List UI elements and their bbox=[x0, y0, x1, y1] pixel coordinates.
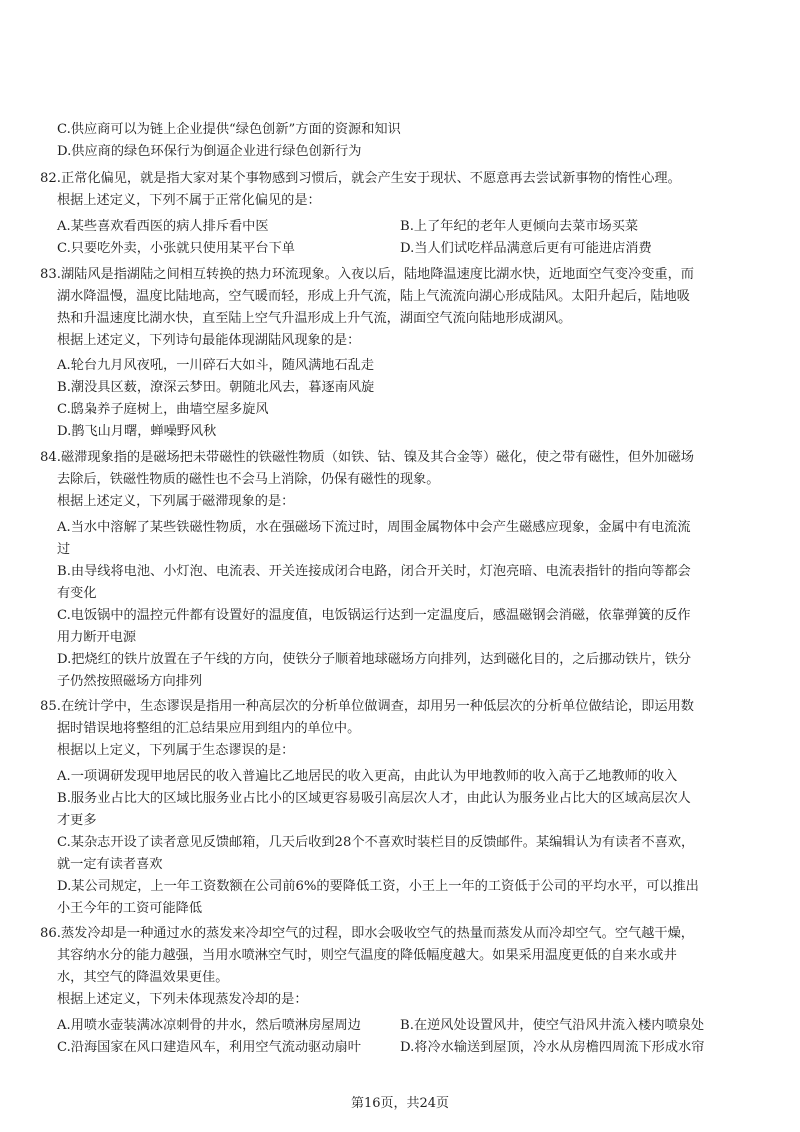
question-83-option-a: A.轮台九月风夜吼，一川碎石大如斗，随风满地石乱走 bbox=[57, 358, 375, 373]
question-84-option-d-cont: 子仍然按照磁场方向排列 bbox=[57, 674, 203, 689]
question-83-stem-line: 热和升温速度比湖水快，直至陆上空气升温形成上升气流，湖面空气流向陆地形成湖风。 bbox=[57, 311, 572, 326]
question-84-prompt: 根据上述定义，下列属于磁滞现象的是： bbox=[57, 494, 295, 509]
question-82-option-b: B.上了年纪的老年人更倾向去菜市场买菜 bbox=[400, 219, 639, 234]
question-83-stem-line: 湖水降温慢，温度比陆地高，空气暖而轻，形成上升气流，陆上气流流向湖心形成陆风。太阳升起后，陆地吸 bbox=[57, 289, 690, 304]
question-85-stem-line: 据时错误地将整组的汇总结果应用到组内的单位中。 bbox=[57, 721, 361, 736]
question-84-option-d: D.把烧红的铁片放置在子午线的方向，使铁分子顺着地球磁场方向排列，达到磁化目的，之后挪动铁片，铁分 bbox=[57, 652, 692, 667]
question-84-option-b: B.由导线将电池、小灯泡、电流表、开关连接成闭合电路，闭合开关时，灯泡亮暗、电流表指针的指向等都会 bbox=[57, 564, 691, 579]
question-83-option-c: C.鸱枭养子庭树上，曲墙空屋多旋风 bbox=[57, 402, 269, 417]
question-84-option-b-cont: 有变化 bbox=[57, 586, 97, 601]
question-82-option-d: D.当人们试吃样品满意后更有可能进店消费 bbox=[400, 241, 652, 256]
question-82-option-a: A.某些喜欢看西医的病人排斥看中医 bbox=[57, 219, 269, 234]
question-85-prompt: 根据以上定义，下列属于生态谬误的是： bbox=[57, 743, 295, 758]
question-86-option-a: A.用喷水壶装满冰凉刺骨的井水，然后喷淋房屋周边 bbox=[57, 1018, 361, 1033]
question-83-prompt: 根据上述定义，下列诗句最能体现湖陆风现象的是： bbox=[57, 333, 361, 348]
question-82-option-c: C.只要吃外卖，小张就只使用某平台下单 bbox=[57, 241, 295, 256]
question-85-option-c-cont: 就一定有读者喜欢 bbox=[57, 857, 163, 872]
question-86-stem-line: 86.蒸发冷却是一种通过水的蒸发来冷却空气的过程，即水会吸收空气的热量而蒸发从而冷却空气。空气越干燥， bbox=[40, 926, 694, 941]
question-85-option-d: D.某公司规定，上一年工资数额在公司前6%的要降低工资，小王上一年的工资低于公司的平均水平，可以推出 bbox=[57, 879, 699, 894]
question-86-prompt: 根据上述定义，下列未体现蒸发冷却的是： bbox=[57, 992, 308, 1007]
question-85-option-c: C.某杂志开设了读者意见反馈邮箱，几天后收到28个不喜欢时装栏目的反馈邮件。某编辑认为有读者不喜欢， bbox=[57, 835, 695, 850]
question-85-option-b-cont: 才更多 bbox=[57, 813, 97, 828]
question-84-option-c-cont: 用力断开电源 bbox=[57, 630, 137, 645]
question-82-stem: 82.正常化偏见，就是指大家对某个事物感到习惯后，就会产生安于现状、不愿意再去尝试新事物的惰性心理。 bbox=[40, 171, 681, 186]
question-84-stem-line: 84.磁滞现象指的是磁场把未带磁性的铁磁性物质（如铁、钴、镍及其合金等）磁化，使之带有磁性，但外加磁场 bbox=[40, 450, 694, 465]
option-d: D.供应商的绿色环保行为倒逼企业进行绿色创新行为 bbox=[57, 144, 362, 159]
question-84-option-a-cont: 过 bbox=[57, 542, 71, 557]
question-82-prompt: 根据上述定义，下列不属于正常化偏见的是： bbox=[57, 193, 321, 208]
question-84-option-c: C.电饭锅中的温控元件都有设置好的温度值，电饭锅运行达到一定温度后，感温磁钢会消磁，依靠弹簧的反作 bbox=[57, 608, 691, 623]
question-86-option-b: B.在逆风处设置风井，使空气沿风井流入楼内喷泉处 bbox=[400, 1018, 705, 1033]
option-c: C.供应商可以为链上企业提供“绿色创新”方面的资源和知识 bbox=[57, 122, 401, 137]
question-85-option-d-cont: 小王今年的工资可能降低 bbox=[57, 901, 203, 916]
question-86-option-d: D.将冷水输送到屋顶，冷水从房檐四周流下形成水帘 bbox=[400, 1040, 705, 1055]
question-85-option-a: A.一项调研发现甲地居民的收入普遍比乙地居民的收入更高，由此认为甲地教师的收入高于乙地教师的收入 bbox=[57, 769, 678, 784]
question-83-option-b: B.潮没具区薮，潦深云梦田。朝随北风去，暮逐南风旋 bbox=[57, 380, 375, 395]
question-83-stem-line: 83.湖陆风是指湖陆之间相互转换的热力环流现象。入夜以后，陆地降温速度比湖水快，近地面空气变冷变重，而 bbox=[40, 267, 694, 282]
question-86-stem-line: 其容纳水分的能力越强，当用水喷淋空气时，则空气温度的降低幅度越大。如果采用温度更低的自来水或井 bbox=[57, 948, 677, 963]
question-86-stem-line: 水，其空气的降温效果更佳。 bbox=[57, 970, 229, 985]
question-86-option-c: C.沿海国家在风口建造风车，利用空气流动驱动扇叶 bbox=[57, 1040, 361, 1055]
question-85-option-b: B.服务业占比大的区域比服务业占比小的区域更容易吸引高层次人才，由此认为服务业占比大的区域高层次人 bbox=[57, 791, 691, 806]
page-number: 第16页，共24页 bbox=[350, 1096, 450, 1111]
question-84-stem-line: 去除后，铁磁性物质的磁性也不会马上消除，仍保有磁性的现象。 bbox=[57, 472, 440, 487]
question-84-option-a: A.当水中溶解了某些铁磁性物质，水在强磁场下流过时，周围金属物体中会产生磁感应现象，金属中有电流流 bbox=[57, 520, 691, 535]
question-83-option-d: D.鹊飞山月曙，蝉噪野风秋 bbox=[57, 424, 217, 439]
question-85-stem-line: 85.在统计学中，生态谬误是指用一种高层次的分析单位做调查，却用另一种低层次的分析单位做结论，即运用数 bbox=[40, 699, 694, 714]
